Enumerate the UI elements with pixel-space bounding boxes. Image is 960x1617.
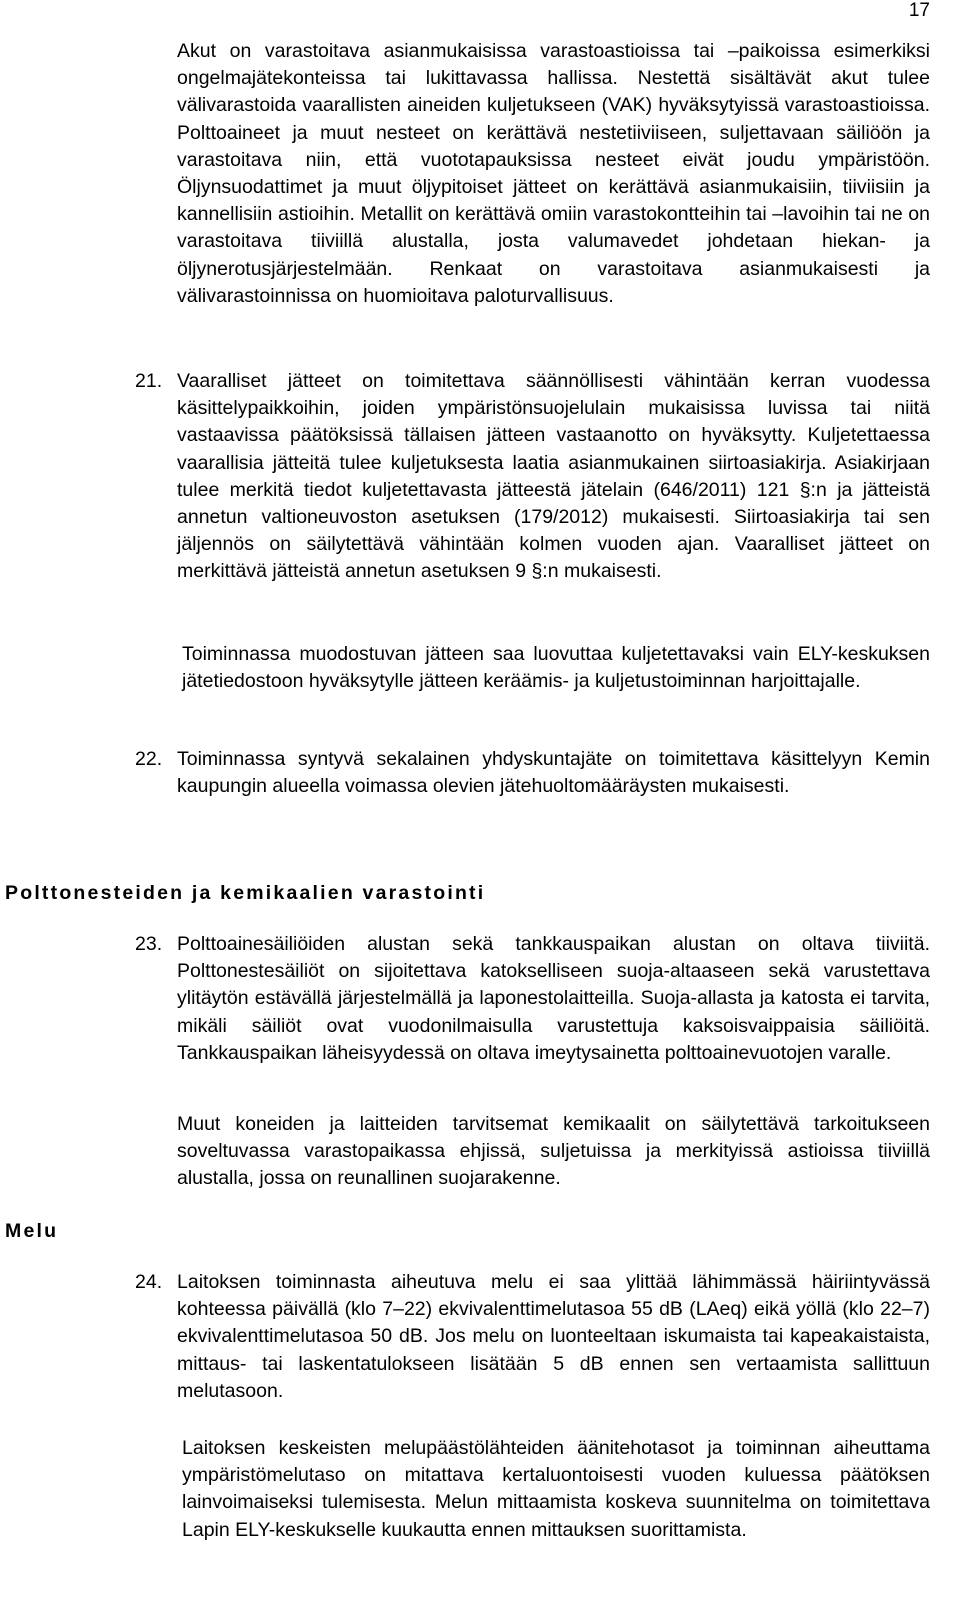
paragraph-21-waste-transfer: Toiminnassa muodostuvan jätteen saa luovuttaa kuljetettavaksi vain ELY-keskuksen jätetiedostoon hyväksytylle jätteen keräämis- ja kuljetustoiminnan harjoittajalle. bbox=[182, 643, 930, 693]
paragraph-24-noise-limits: Laitoksen toiminnasta aiheutuva melu ei saa ylittää lähimmässä häiriintyvässä kohteessa päivällä (klo 7–22) ekvivalenttimelutasoa 55 dB (LAeq) eikä yöllä (klo 22–7) ekvivalenttimelutasoa 50 dB. Jos melu on luonteeltaan iskumaista tai kapeakaistaista, mittaus- tai laskentatulokseen lisätään 5 dB ennen sen vertaamista sallittuun melutasoon. bbox=[177, 1271, 930, 1402]
paragraph-21-hazardous-waste: Vaaralliset jätteet on toimitettava säännöllisesti vähintään kerran vuodessa käsittelypaikkoihin, joiden ympäristönsuojelulain mukaisissa luvissa tai niitä vastaavissa päätöksissä tällaisen jätteen vastaanotto on hyväksytty. Kuljetettaessa vaarallisia jätteitä tulee kuljetuksesta laatia asianmukainen siirtoasiakirja. Asiakirjaan tulee merkitä tiedot kuljetettavasta jätteestä jätelain (646/2011) 121 §:n ja jätteistä annetun valtioneuvoston asetuksen (179/2012) mukaisesti. Siirtoasiakirja tai sen jäljennös on säilytettävä vähintään kolmen vuoden ajan. Vaaralliset jätteet on merkittävä jätteistä annetun asetuksen 9 §:n mukaisesti. bbox=[177, 370, 930, 583]
page-number: 17 bbox=[908, 0, 930, 21]
item-number-22: 22. bbox=[135, 748, 163, 770]
section-heading-fuel-storage: Polttonesteiden ja kemikaalien varastointi bbox=[5, 882, 486, 904]
section-heading-noise: Melu bbox=[5, 1220, 59, 1242]
paragraph-battery-storage: Akut on varastoitava asianmukaisissa varastoastioissa tai –paikoissa esimerkiksi ongelmajätekonteissa tai lukittavassa hallissa. Nestettä sisältävät akut tulee välivarastoida vaarallisten aineiden kuljetukseen (VAK) hyväksytyissä varastoastioissa. Polttoaineet ja muut nesteet on kerättävä nestetiiviiseen, suljettavaan säiliöön ja varastoitava niin, että vuototapauksissa nesteet eivät joudu ympäristöön. Öljynsuodattimet ja muut öljypitoiset jätteet on kerättävä asianmukaisiin, tiiviisiin ja kannellisiin astioihin. Metallit on kerättävä omiin varastokontteihin tai –lavoihin tai ne on varastoitava tiiviillä alustalla, josta valumavedet johdetaan hiekan- ja öljynerotusjärjestelmään. Renkaat on varastoitava asianmukaisesti ja välivarastoinnissa on huomioitava paloturvallisuus. bbox=[177, 40, 930, 307]
paragraph-23-fuel-tanks: Polttoainesäiliöiden alustan sekä tankkauspaikan alustan on oltava tiiviitä. Polttonestesäiliöt on sijoitettava katokselliseen suoja-altaaseen sekä varustettava ylitäytön estävällä järjestelmällä ja laponestolaitteilla. Suoja-allasta ja katosta ei tarvita, mikäli säiliöt ovat vuodonilmaisulla varustettuja kaksoisvaippaisia säiliöitä. Tankkauspaikan läheisyydessä on oltava imeytysainetta polttoainevuotojen varalle. bbox=[177, 933, 930, 1064]
paragraph-23-chemicals: Muut koneiden ja laitteiden tarvitsemat kemikaalit on säilytettävä tarkoitukseen soveltuvassa varastopaikassa ehjissä, suljetuissa ja merkityissä astioissa tiiviillä alustalla, jossa on reunallinen suojarakenne. bbox=[177, 1113, 930, 1190]
item-number-21: 21. bbox=[135, 370, 163, 392]
item-number-24: 24. bbox=[135, 1271, 163, 1293]
item-number-23: 23. bbox=[135, 933, 163, 955]
paragraph-24-noise-measurement: Laitoksen keskeisten melupäästölähteiden äänitehotasot ja toiminnan aiheuttama ympäristömelutaso on mitattava kertaluontoisesti vuoden kuluessa päätöksen lainvoimaiseksi tulemisesta. Melun mittaamista koskeva suunnitelma on toimitettava Lapin ELY-keskukselle kuukautta ennen mittauksen suorittamista. bbox=[182, 1437, 930, 1541]
paragraph-22-municipal-waste: Toiminnassa syntyvä sekalainen yhdyskuntajäte on toimitettava käsittelyyn Kemin kaupungin alueella voimassa olevien jätehuoltomääräysten mukaisesti. bbox=[177, 748, 930, 798]
